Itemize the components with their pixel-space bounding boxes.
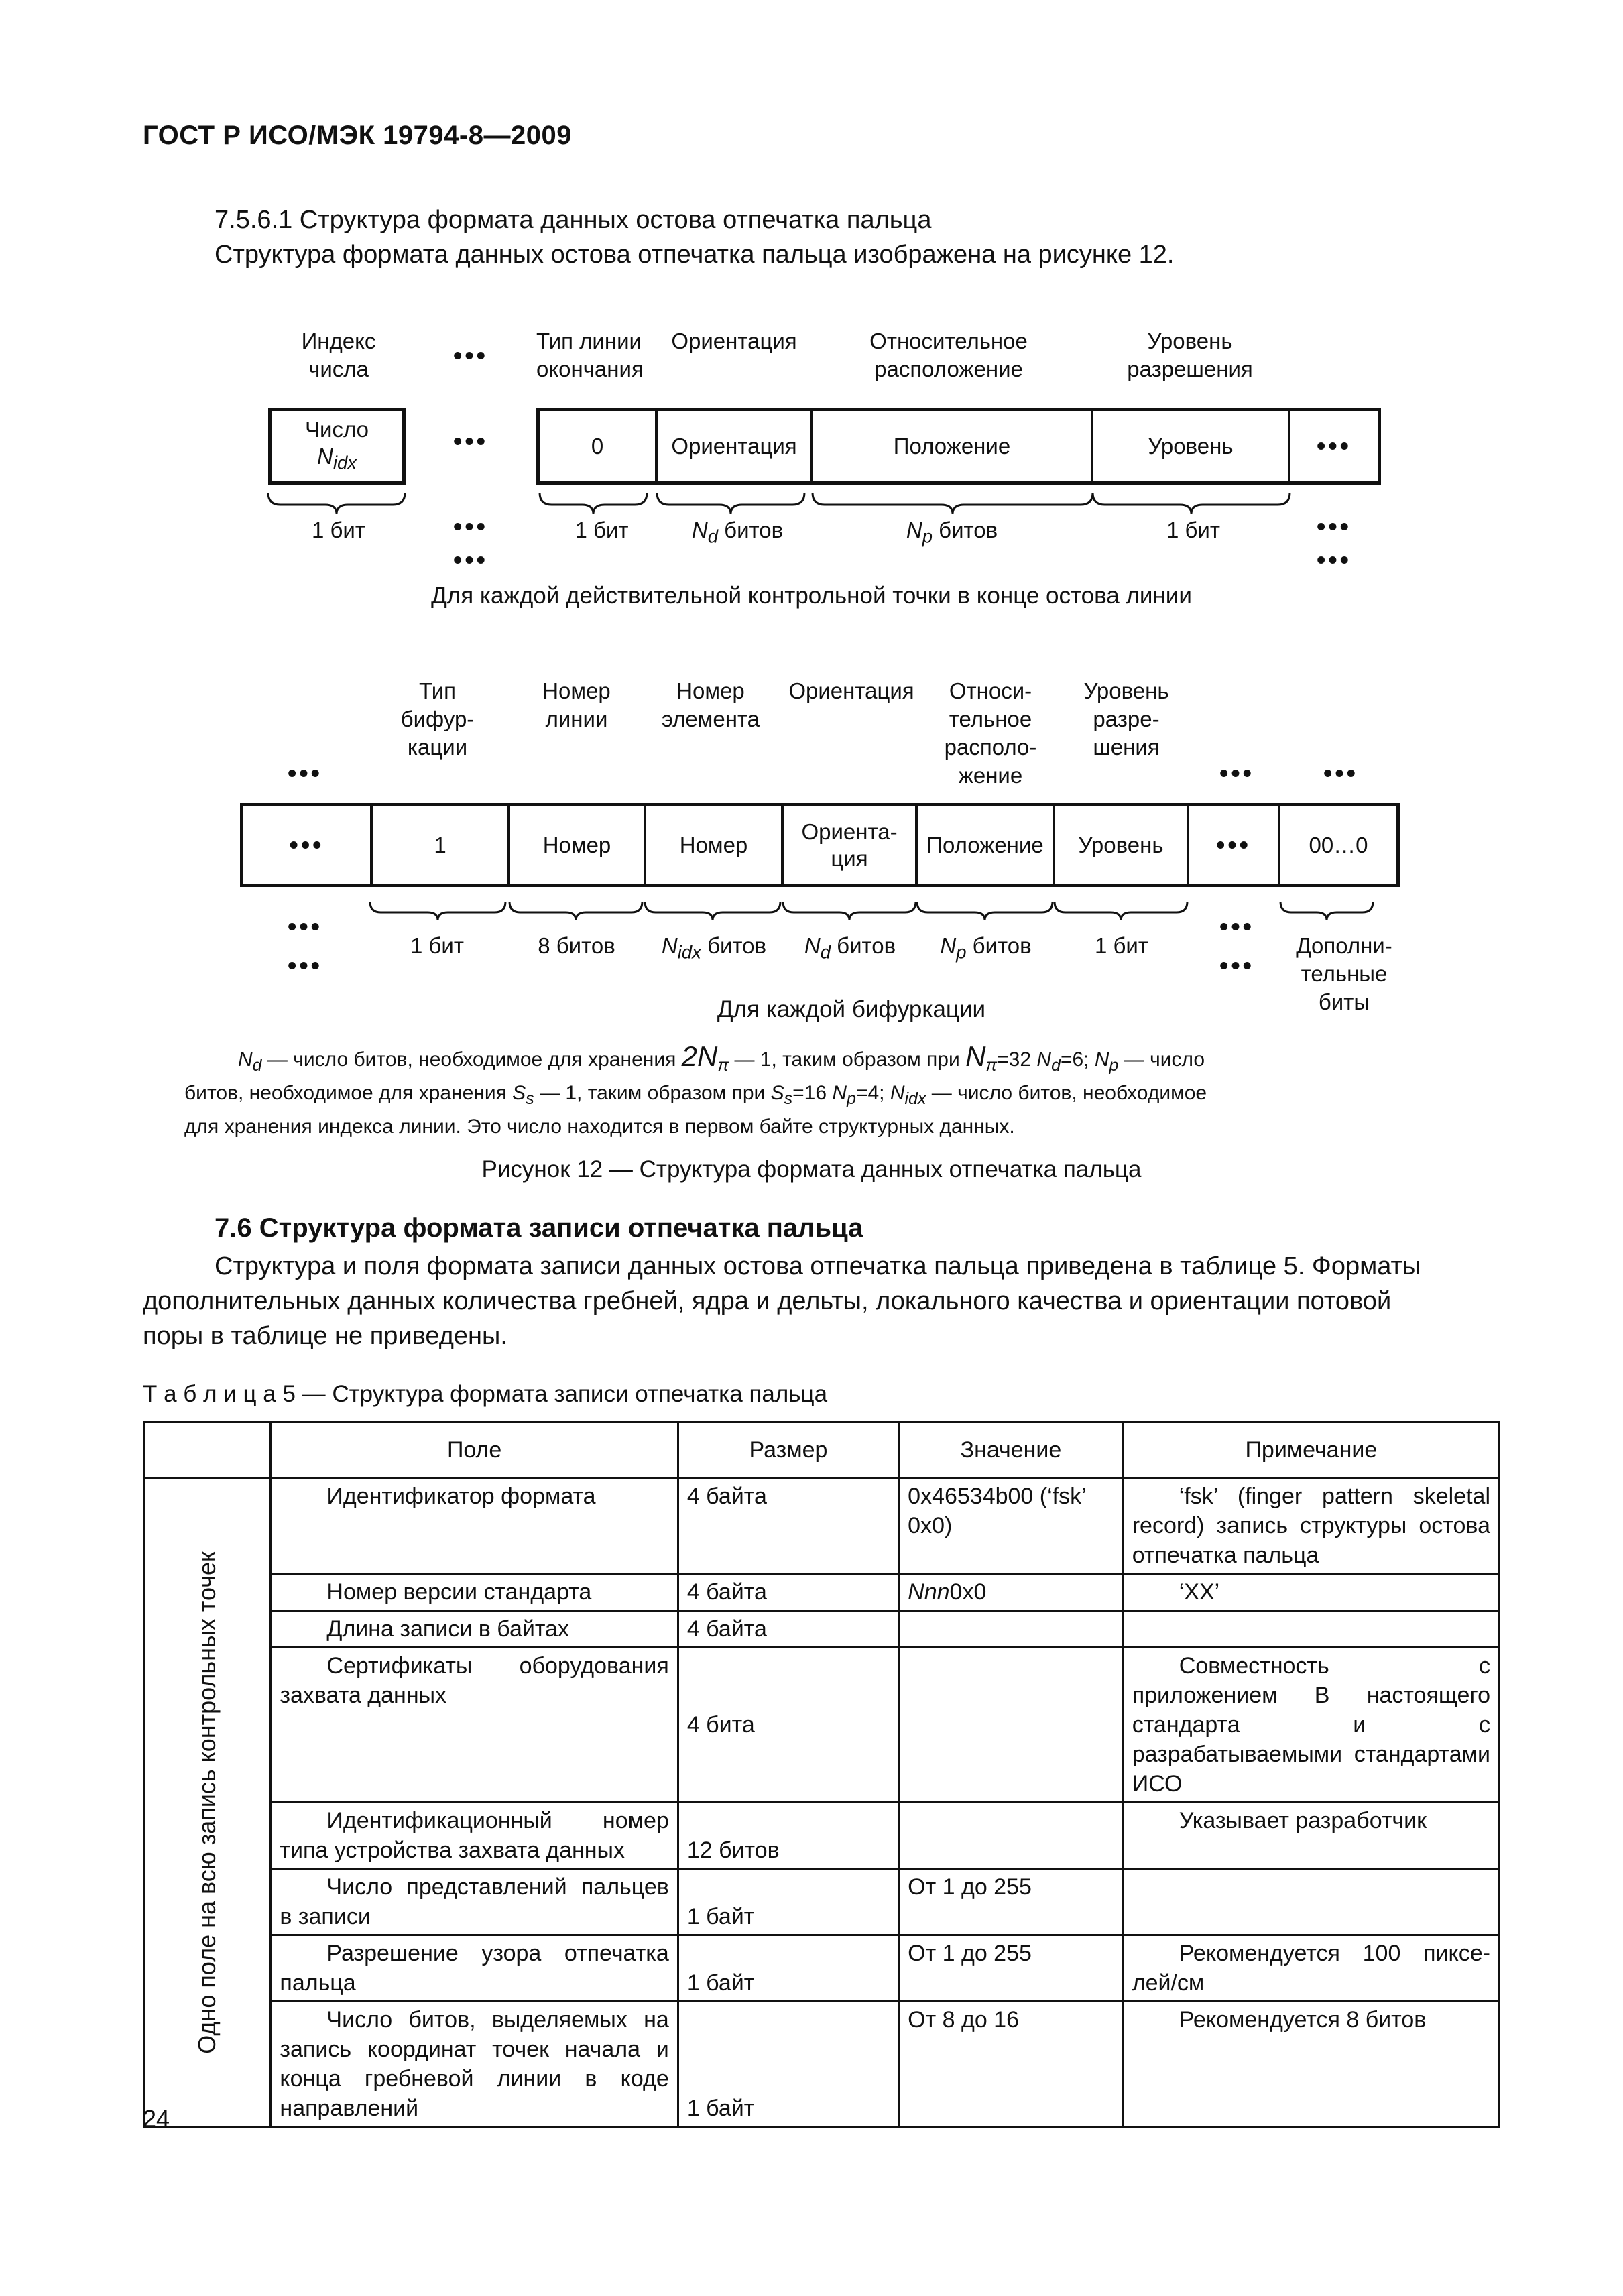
cell-position2: Положение [918, 806, 1055, 884]
subsection-heading: 7.5.6.1 Структура формата данных остова отпечатка пальца [215, 206, 932, 234]
section-title: 7.6 Структура формата записи отпечатка пальца [215, 1213, 863, 1243]
table-5 [143, 1421, 1500, 2128]
label-end-type: Тип линии окончания [536, 328, 644, 381]
cell-value [899, 1648, 1124, 1803]
table-row [144, 1869, 1500, 1935]
cell-size: 1 байт [678, 1869, 898, 1935]
cell-field: Длина записи в байтах [271, 1611, 678, 1648]
cell-orientation2: Ориента- ция [784, 806, 918, 884]
brace [509, 902, 642, 920]
label-elem-num: Номер элемента [661, 678, 760, 731]
cell-field: Идентификатор формата [271, 1478, 678, 1574]
label-index: Индекс числа [301, 328, 376, 381]
side-label-cell [144, 1478, 271, 2127]
bits-one: 1 бит [575, 518, 629, 542]
cell-field: Номер версии стандарта [271, 1574, 678, 1611]
dots: ••• [288, 913, 322, 941]
label-level: Уровень разрешения [1127, 328, 1253, 381]
dots: ••• [1317, 546, 1351, 575]
side-label: Одно поле на всю запись контрольных точек [193, 1551, 221, 2054]
table-header: Значение [899, 1423, 1124, 1478]
bits-one: 1 бит [410, 933, 464, 958]
intro-paragraph: Структура формата данных остова отпечатка пальца изображена на рисунке 12. [215, 241, 1175, 269]
brace [783, 902, 916, 920]
bits-np: $N_p$ битов [906, 518, 998, 547]
bits-one: 1 бит [312, 518, 365, 542]
dots: ••• [453, 342, 488, 370]
table-row [144, 1935, 1500, 2002]
cell-field: Идентификационный номер типа устройства захвата данных [271, 1803, 678, 1869]
brace [1280, 902, 1373, 920]
label-orientation2: Ориентация [788, 678, 914, 703]
bits-nd2: $N_d$ битов [804, 933, 896, 963]
cell-one: 1 [373, 806, 510, 884]
cell-padding: 00…0 [1309, 832, 1368, 857]
cell-size: 4 байта [678, 1574, 898, 1611]
table-header: Размер [678, 1423, 898, 1478]
table-header: Поле [271, 1423, 678, 1478]
dots: ••• [1317, 432, 1351, 461]
table-header: Примечание [1123, 1423, 1499, 1478]
note-line: для хранения индекса линии. Это число находится в первом байте структурных данных. [184, 1115, 1015, 1138]
label-orientation: Ориентация [671, 328, 797, 353]
cell-zero: 0 [540, 411, 658, 481]
diagram2-caption: Для каждой бифуркации [717, 996, 986, 1022]
page-number: 24 [143, 2105, 170, 2132]
cell-field: Сертификаты оборудования захвата данных [271, 1648, 678, 1803]
cell-value: От 1 до 255 [899, 1935, 1124, 2002]
cell-note [1123, 1869, 1499, 1935]
table-row [144, 2002, 1500, 2127]
cell-line-number: Номер [510, 806, 646, 884]
table-row [144, 1574, 1500, 1611]
table-row [144, 1478, 1500, 1574]
dots: ••• [453, 428, 488, 456]
dots: ••• [453, 546, 488, 575]
note-line: $N_d$ — число битов, необходимое для хранения $2N_\pi$ — 1, таким образом при $N_\pi=32$ $N_d=6$; $N_p$ — число [238, 1040, 1205, 1075]
cell-level: Уровень [1093, 411, 1290, 481]
cell-note: ‘fsk’ (finger pattern skeletal record) запись структуры остова отпечатка пальца [1123, 1478, 1499, 1574]
cell-note: Рекомендуется 8 битов [1123, 2002, 1499, 2127]
label-relpos: Относительное расположение [869, 328, 1028, 381]
cell-size: 12 битов [678, 1803, 898, 1869]
note-line: битов, необходимое для хранения $S_s$ — 1, таким образом при $S_s=16$ $N_p=4$; $N_{idx}$ — число битов, необходимое [184, 1082, 1207, 1108]
label-relpos2: Относи- тельное располо- жение [944, 678, 1037, 788]
brace [1055, 902, 1187, 920]
bits-one: 1 бит [1166, 518, 1220, 542]
cell-note: ‘XX’ [1123, 1574, 1499, 1611]
cell-note: Совместность с приложением В настоящего стандарта и с разрабатываемыми стандартами ИСО [1123, 1648, 1499, 1803]
cell-number-nidx: Число $N_{idx}$ [268, 408, 406, 485]
bits-nidx: $N_{idx}$ битов [661, 933, 767, 963]
cell-size: 1 байт [678, 1935, 898, 2002]
cell-value [899, 1611, 1124, 1648]
cell-field: Разрешение узора отпечатка пальца [271, 1935, 678, 2002]
dots: ••• [1219, 760, 1254, 788]
table-row [144, 1611, 1500, 1648]
label-bif-type: Тип бифур- кации [400, 678, 475, 760]
brace [370, 902, 505, 920]
table-header-row [144, 1423, 1500, 1478]
diagram1-caption: Для каждой действительной контрольной точки в конце остова линии [431, 583, 1192, 609]
dots: ••• [1317, 513, 1351, 541]
cell-field: Число битов, выделяемых на запись координат точек начала и конца гребневой линии в коде направлений [271, 2002, 678, 2127]
cell-note [1123, 1611, 1499, 1648]
bits-eight: 8 битов [538, 933, 615, 958]
cell-position: Положение [813, 411, 1093, 481]
brace [917, 902, 1053, 920]
bits-np2: $N_p$ битов [940, 933, 1032, 963]
table-header-blank [144, 1423, 271, 1478]
cell-elem-number: Номер [646, 806, 784, 884]
cell-field: Число представлений пальцев в записи [271, 1869, 678, 1935]
table-row [144, 1648, 1500, 1803]
cell-size: 1 байт [678, 2002, 898, 2127]
braces2 [0, 0, 1623, 1006]
table-row [144, 1803, 1500, 1869]
dots: ••• [453, 513, 488, 541]
body-paragraph: Структура и поля формата записи данных остова отпечатка пальца приведена в таблице 5. Форматы дополнительных данных количества гребней, ядра и дельты, локального качества и ориентации потовой поры в таблице не приведены. [143, 1252, 1421, 1350]
cell-size: 4 бита [678, 1648, 898, 1803]
cell-value: От 1 до 255 [899, 1869, 1124, 1935]
dots: ••• [1189, 806, 1280, 884]
cell-value: Nnn0x0 [899, 1574, 1124, 1611]
cell-size: 4 байта [678, 1478, 898, 1574]
cell-value: 0x46534b00 (‘fsk’ 0x0) [899, 1478, 1124, 1574]
document-header: ГОСТ Р ИСО/МЭК 19794-8—2009 [143, 121, 572, 150]
brace [645, 902, 780, 920]
dots: ••• [243, 806, 373, 884]
cell-note: Рекомендуется 100 пиксе-лей/см [1123, 1935, 1499, 2002]
bits-extra: Дополни- тельные биты [1296, 933, 1392, 1014]
dots: ••• [1219, 913, 1254, 941]
cell-note: Указывает разработчик [1123, 1803, 1499, 1869]
cell-size: 4 байта [678, 1611, 898, 1648]
cell-value [899, 1803, 1124, 1869]
label-level2: Уровень разре- шения [1083, 678, 1169, 760]
figure-note [184, 1040, 1404, 1141]
dots: ••• [288, 760, 322, 788]
label-line-num: Номер линии [542, 678, 611, 731]
dots: ••• [1219, 952, 1254, 980]
figure-caption: Рисунок 12 — Структура формата данных отпечатка пальца [481, 1156, 1142, 1183]
cell-level2: Уровень [1055, 806, 1189, 884]
table-caption: Т а б л и ц а 5 — Структура формата записи отпечатка пальца [143, 1381, 828, 1407]
cell-orientation: Ориентация [658, 411, 813, 481]
bits-one: 1 бит [1095, 933, 1148, 958]
bits-nd: $N_d$ битов [691, 518, 784, 547]
dots: ••• [288, 952, 322, 980]
cell-value: От 8 до 16 [899, 2002, 1124, 2127]
dots: ••• [1323, 760, 1358, 788]
